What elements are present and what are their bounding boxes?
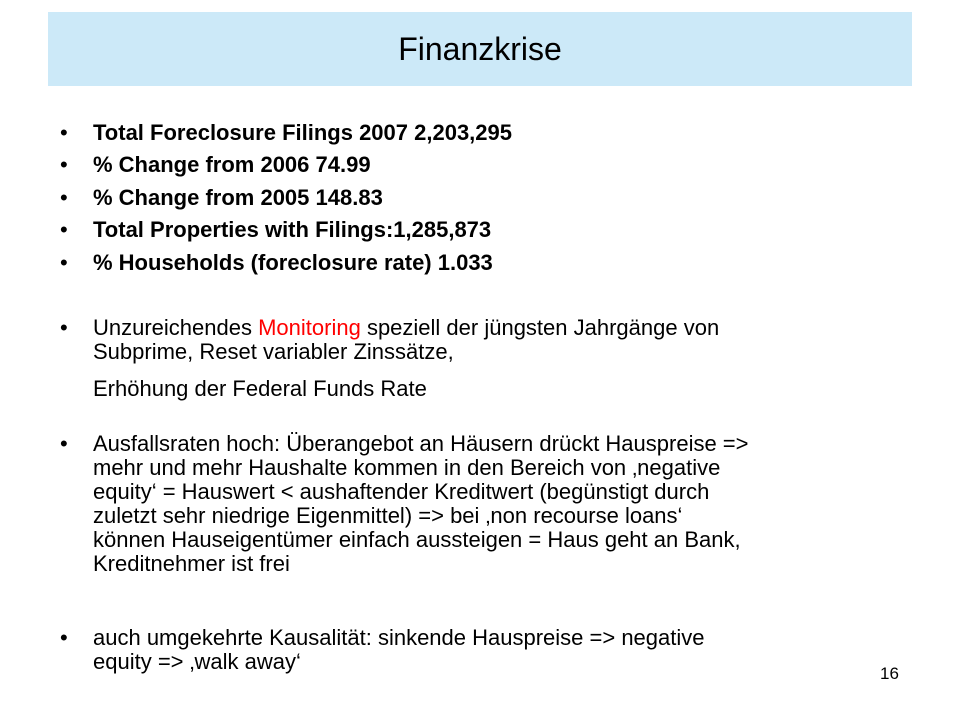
bullet-marker: • xyxy=(60,152,68,177)
bullet-marker: • xyxy=(60,431,68,456)
stat-total-filings: Total Foreclosure Filings 2007 2,203,295 xyxy=(93,120,512,145)
monitoring-prefix: Unzureichendes xyxy=(93,315,259,340)
monitoring-line-1 xyxy=(93,316,913,340)
ausfall-line-1: Ausfallsraten hoch: Überangebot an Häusern drückt Hauspreise => xyxy=(93,431,749,456)
monitoring-highlight: Monitoring xyxy=(258,315,361,340)
monitoring-suffix: speziell der jüngsten Jahrgänge von xyxy=(360,315,720,340)
bullet-marker: • xyxy=(60,625,68,650)
monitoring-line-3: Erhöhung der Federal Funds Rate xyxy=(93,376,427,401)
monitoring-line-2: Subprime, Reset variabler Zinssätze, xyxy=(93,339,454,364)
ausfall-line-2: mehr und mehr Haushalte kommen in den Bereich von ‚negative xyxy=(93,455,721,480)
bullet-marker: • xyxy=(60,315,68,340)
stat-households-rate: % Households (foreclosure rate) 1.033 xyxy=(93,250,493,275)
stat-change-2005: % Change from 2005 148.83 xyxy=(93,185,383,210)
bullet-marker: • xyxy=(60,120,68,145)
kausal-line-2: equity => ‚walk away‘ xyxy=(93,649,301,674)
ausfall-line-6: Kreditnehmer ist frei xyxy=(93,551,290,576)
page-number: 16 xyxy=(880,664,899,683)
stat-change-2006: % Change from 2006 74.99 xyxy=(93,152,371,177)
bullet-marker: • xyxy=(60,250,68,275)
kausal-line-1: auch umgekehrte Kausalität: sinkende Hauspreise => negative xyxy=(93,625,705,650)
bullet-marker: • xyxy=(60,185,68,210)
ausfall-line-4: zuletzt sehr niedrige Eigenmittel) => bei ‚non recourse loans‘ xyxy=(93,503,683,528)
stat-total-properties: Total Properties with Filings:1,285,873 xyxy=(93,217,492,242)
bullet-marker: • xyxy=(60,217,68,242)
ausfall-line-3: equity‘ = Hauswert < aushaftender Kreditwert (begünstigt durch xyxy=(93,479,710,504)
slide-title: Finanzkrise xyxy=(398,31,562,67)
ausfall-line-5: können Hauseigentümer einfach aussteigen = Haus geht an Bank, xyxy=(93,527,741,552)
